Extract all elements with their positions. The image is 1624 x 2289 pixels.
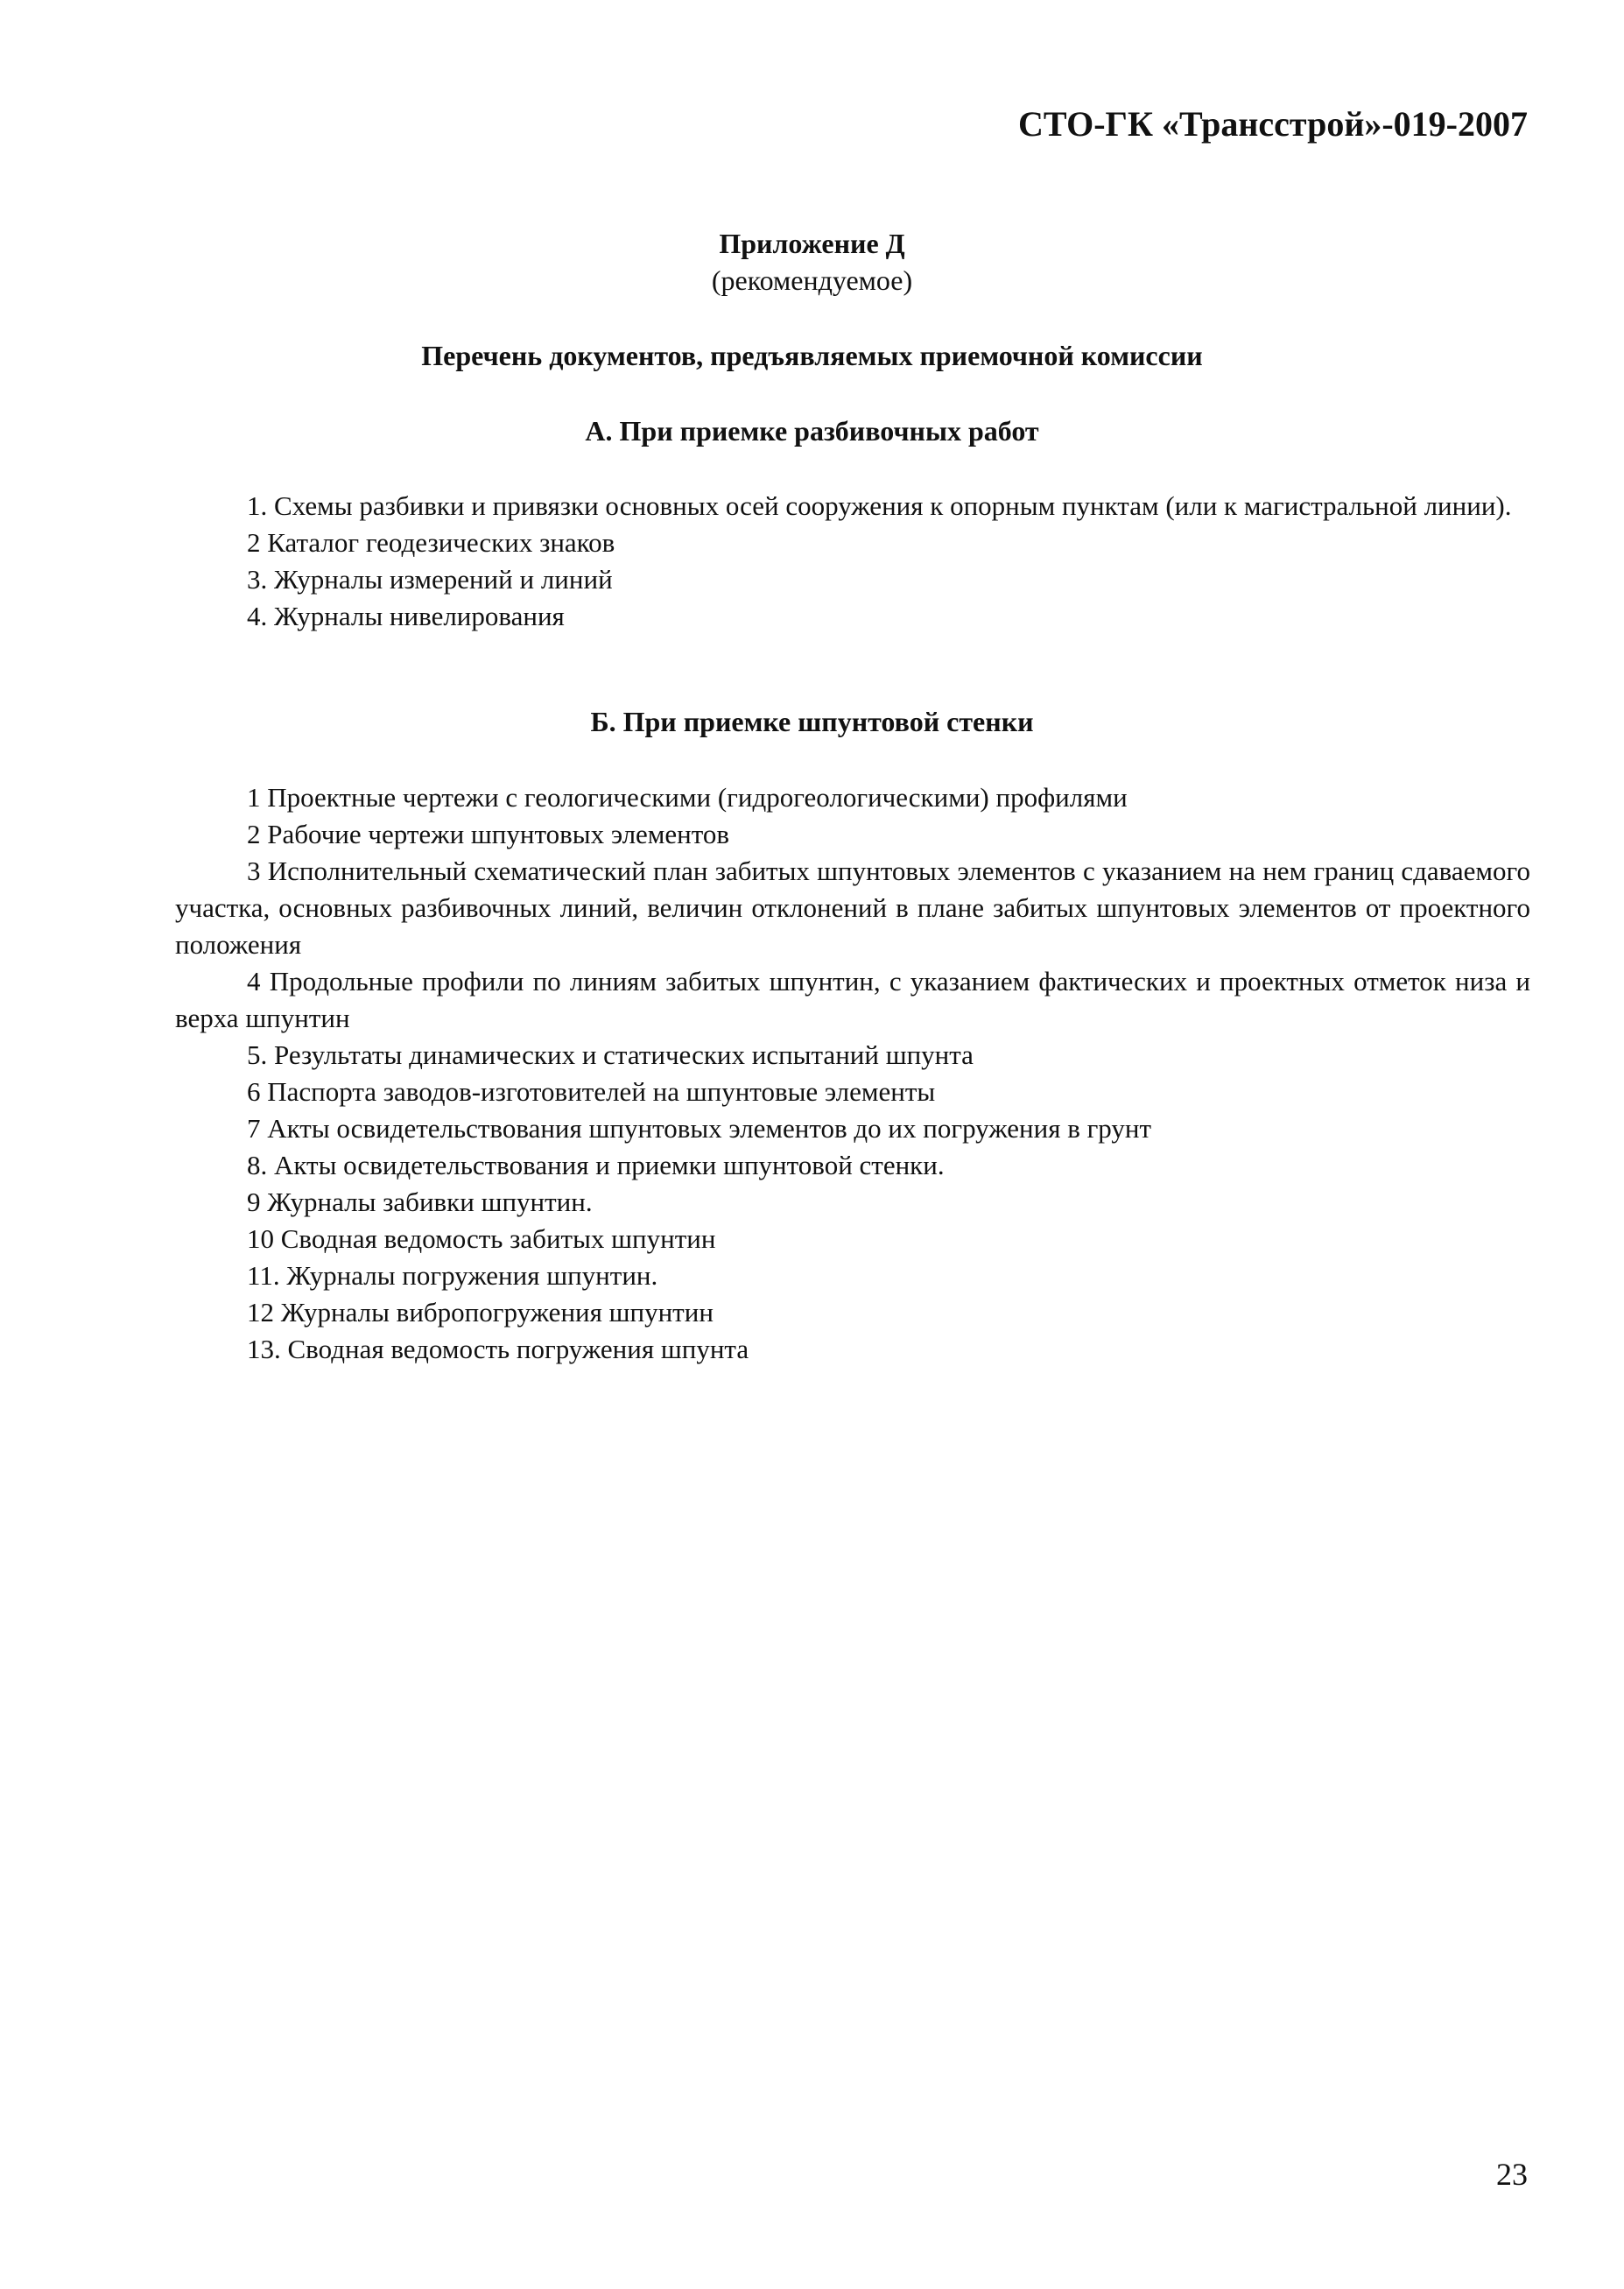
section-a-list <box>175 488 1530 635</box>
list-item: 1 Проектные чертежи с геологическими (гидрогеологическими) профилями <box>247 782 1128 813</box>
list-item: 7 Акты освидетельствования шпунтовых элементов до их погружения в грунт <box>247 1113 1152 1144</box>
list-item: 8. Акты освидетельствования и приемки шпунтовой стенки. <box>247 1150 945 1180</box>
list-item: 3. Журналы измерений и линий <box>247 564 613 595</box>
list-item: 11. Журналы погружения шпунтин. <box>247 1260 658 1291</box>
page-number: 23 <box>1496 2157 1528 2192</box>
list-item: 9 Журналы забивки шпунтин. <box>247 1187 593 1217</box>
list-item: 4 Продольные профили по линиям забитых шпунтин, с указанием фактических и проектных отметок низа и верха шпунтин <box>175 966 1530 1033</box>
list-item: 5. Результаты динамических и статических испытаний шпунта <box>247 1039 974 1070</box>
list-item: 13. Сводная ведомость погружения шпунта <box>247 1334 749 1364</box>
list-item: 1. Схемы разбивки и привязки основных осей сооружения к опорным пунктам (или к магистральной линии). <box>247 490 1512 521</box>
list-item: 12 Журналы вибропогружения шпунтин <box>247 1297 714 1328</box>
document-code: СТО-ГК «Трансстрой»-019-2007 <box>1018 104 1528 144</box>
list-title: Перечень документов, предъявляемых приемочной комиссии <box>421 340 1203 371</box>
list-item: 4. Журналы нивелирования <box>247 601 565 631</box>
list-item: 2 Каталог геодезических знаков <box>247 527 615 558</box>
appendix-note: (рекомендуемое) <box>711 264 913 296</box>
list-item: 3 Исполнительный схематический план забитых шпунтовых элементов с указанием на нем границ сдаваемого участка, основных разбивочных линий, величин отклонений в плане забитых шпунтовых элементов от проектного положения <box>175 856 1530 960</box>
section-a-heading: А. При приемке разбивочных работ <box>585 415 1039 447</box>
section-b-heading: Б. При приемке шпунтовой стенки <box>590 706 1034 737</box>
list-item: 6 Паспорта заводов-изготовителей на шпунтовые элементы <box>247 1076 936 1107</box>
list-item: 10 Сводная ведомость забитых шпунтин <box>247 1223 716 1254</box>
list-item: 2 Рабочие чертежи шпунтовых элементов <box>247 819 730 849</box>
section-b-list <box>175 779 1530 1368</box>
appendix-title: Приложение Д <box>719 228 905 259</box>
